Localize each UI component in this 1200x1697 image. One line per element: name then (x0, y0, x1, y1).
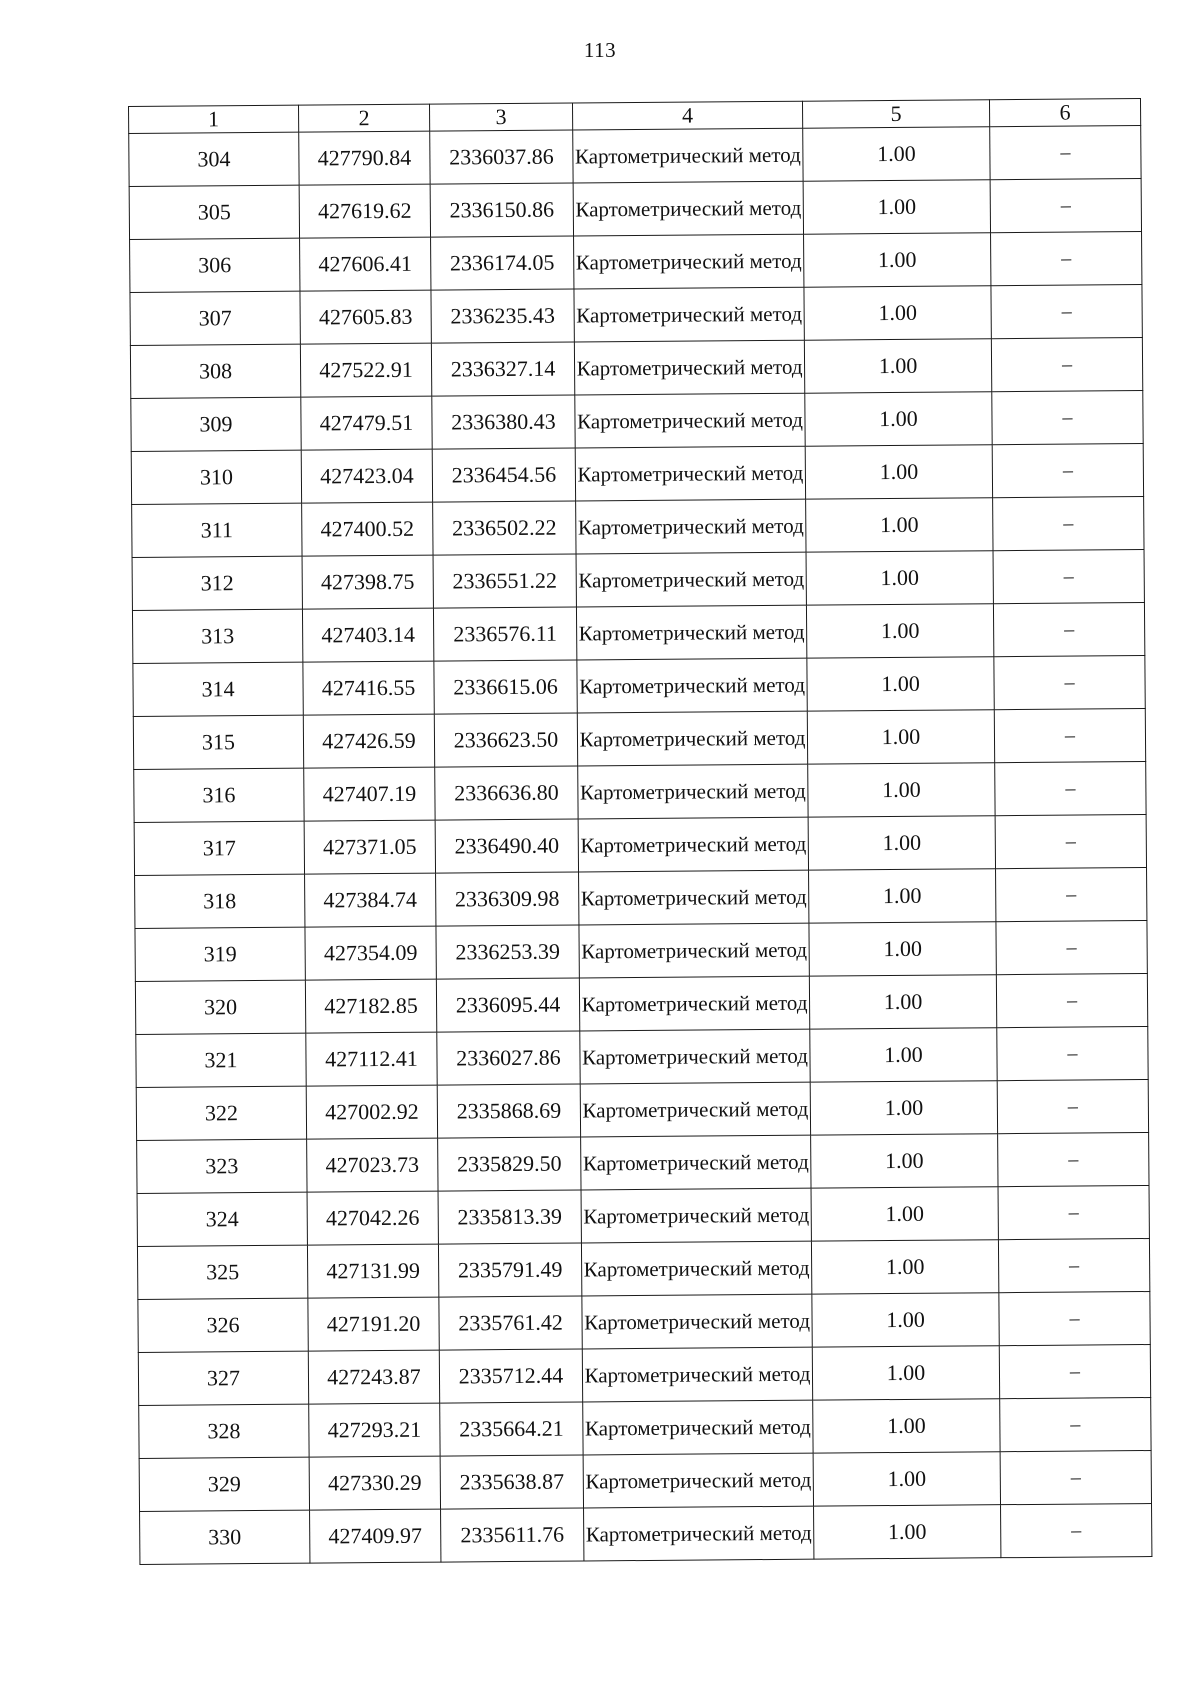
note-cell: – (998, 1133, 1149, 1187)
method-cell: Картометрический метод (578, 817, 808, 872)
method-cell: Картометрический метод (576, 499, 806, 554)
point-number-cell: 306 (130, 238, 300, 292)
table-row (132, 550, 1144, 611)
note-cell: – (991, 232, 1142, 286)
y-coordinate-cell: 2336576.11 (433, 607, 576, 661)
method-cell: Картометрический метод (584, 1506, 814, 1561)
point-number-cell: 330 (140, 1510, 310, 1564)
accuracy-cell: 1.00 (808, 816, 995, 870)
accuracy-cell: 1.00 (806, 498, 993, 552)
note-cell: – (994, 709, 1145, 763)
point-number-cell: 322 (136, 1086, 306, 1140)
method-cell: Картометрический метод (575, 446, 805, 501)
note-cell: – (999, 1345, 1150, 1399)
y-coordinate-cell: 2335791.49 (438, 1243, 581, 1297)
y-coordinate-cell: 2336309.98 (436, 872, 579, 926)
point-number-cell: 318 (135, 874, 305, 928)
method-cell: Картометрический метод (583, 1453, 813, 1508)
accuracy-cell: 1.00 (810, 1028, 997, 1082)
method-cell: Картометрический метод (576, 605, 806, 660)
table-row (137, 1133, 1149, 1194)
x-coordinate-cell: 427409.97 (310, 1509, 441, 1563)
table-row (138, 1345, 1150, 1406)
table-row (134, 815, 1146, 876)
accuracy-cell: 1.00 (804, 286, 991, 340)
x-coordinate-cell: 427002.92 (306, 1085, 437, 1139)
table-row (132, 497, 1144, 558)
column-header-6: 6 (989, 99, 1140, 127)
x-coordinate-cell: 427243.87 (308, 1350, 439, 1404)
point-number-cell: 315 (133, 715, 303, 769)
note-cell: – (1000, 1398, 1151, 1452)
x-coordinate-cell: 427354.09 (305, 926, 436, 980)
method-cell: Картометрический метод (574, 234, 804, 289)
point-number-cell: 310 (131, 450, 301, 504)
method-cell: Картометрический метод (581, 1135, 811, 1190)
x-coordinate-cell: 427023.73 (307, 1138, 438, 1192)
table-row (134, 762, 1146, 823)
table-row (130, 232, 1142, 293)
table-body (129, 126, 1152, 1565)
y-coordinate-cell: 2336027.86 (437, 1031, 580, 1085)
table-row (131, 391, 1143, 452)
accuracy-cell: 1.00 (812, 1293, 999, 1347)
x-coordinate-cell: 427398.75 (302, 555, 433, 609)
method-cell: Картометрический метод (581, 1241, 811, 1296)
accuracy-cell: 1.00 (812, 1346, 999, 1400)
y-coordinate-cell: 2336454.56 (432, 448, 575, 502)
method-cell: Картометрический метод (580, 1029, 810, 1084)
method-cell: Картометрический метод (581, 1188, 811, 1243)
table-row (136, 1027, 1148, 1088)
point-number-cell: 308 (130, 344, 300, 398)
method-cell: Картометрический метод (582, 1347, 812, 1402)
accuracy-cell: 1.00 (809, 869, 996, 923)
method-cell: Картометрический метод (575, 393, 805, 448)
x-coordinate-cell: 427112.41 (306, 1032, 437, 1086)
y-coordinate-cell: 2335638.87 (440, 1455, 583, 1509)
point-number-cell: 305 (129, 185, 299, 239)
column-header-5: 5 (802, 100, 989, 128)
x-coordinate-cell: 427293.21 (309, 1403, 440, 1457)
note-cell: – (993, 550, 1144, 604)
point-number-cell: 324 (137, 1192, 307, 1246)
y-coordinate-cell: 2336490.40 (435, 819, 578, 873)
accuracy-cell: 1.00 (806, 604, 993, 658)
table-row (130, 285, 1142, 346)
point-number-cell: 326 (138, 1298, 308, 1352)
x-coordinate-cell: 427403.14 (302, 608, 433, 662)
accuracy-cell: 1.00 (807, 657, 994, 711)
method-cell: Картометрический метод (582, 1294, 812, 1349)
method-cell: Картометрический метод (573, 181, 803, 236)
point-number-cell: 311 (132, 503, 302, 557)
point-number-cell: 320 (135, 980, 305, 1034)
note-cell: – (996, 974, 1147, 1028)
note-cell: – (992, 391, 1143, 445)
x-coordinate-cell: 427371.05 (304, 820, 435, 874)
point-number-cell: 312 (132, 556, 302, 610)
note-cell: – (997, 1080, 1148, 1134)
note-cell: – (993, 603, 1144, 657)
coordinates-table (128, 98, 1152, 1565)
note-cell: – (992, 444, 1143, 498)
y-coordinate-cell: 2335868.69 (437, 1084, 580, 1138)
point-number-cell: 314 (133, 662, 303, 716)
x-coordinate-cell: 427479.51 (301, 396, 432, 450)
note-cell: – (997, 1027, 1148, 1081)
note-cell: – (1000, 1451, 1151, 1505)
accuracy-cell: 1.00 (813, 1452, 1000, 1506)
method-cell: Картометрический метод (580, 1082, 810, 1137)
method-cell: Картометрический метод (574, 340, 804, 395)
accuracy-cell: 1.00 (806, 551, 993, 605)
column-header-4: 4 (572, 101, 802, 130)
table-row (139, 1451, 1151, 1512)
note-cell: – (994, 656, 1145, 710)
accuracy-cell: 1.00 (809, 922, 996, 976)
accuracy-cell: 1.00 (805, 392, 992, 446)
x-coordinate-cell: 427790.84 (299, 131, 430, 185)
table-row (133, 709, 1145, 770)
accuracy-cell: 1.00 (810, 1081, 997, 1135)
y-coordinate-cell: 2335813.39 (438, 1190, 581, 1244)
y-coordinate-cell: 2335712.44 (439, 1349, 582, 1403)
x-coordinate-cell: 427416.55 (303, 661, 434, 715)
method-cell: Картометрический метод (579, 870, 809, 925)
table-row (135, 974, 1147, 1035)
method-cell: Картометрический метод (573, 128, 803, 183)
x-coordinate-cell: 427619.62 (299, 184, 430, 238)
y-coordinate-cell: 2336380.43 (432, 395, 575, 449)
note-cell: – (998, 1186, 1149, 1240)
accuracy-cell: 1.00 (803, 127, 990, 181)
point-number-cell: 329 (139, 1457, 309, 1511)
accuracy-cell: 1.00 (804, 233, 991, 287)
x-coordinate-cell: 427606.41 (300, 237, 431, 291)
y-coordinate-cell: 2336502.22 (433, 501, 576, 555)
y-coordinate-cell: 2335664.21 (440, 1402, 583, 1456)
accuracy-cell: 1.00 (804, 339, 991, 393)
point-number-cell: 304 (129, 132, 299, 186)
accuracy-cell: 1.00 (814, 1505, 1001, 1559)
x-coordinate-cell: 427042.26 (307, 1191, 438, 1245)
accuracy-cell: 1.00 (807, 710, 994, 764)
accuracy-cell: 1.00 (811, 1187, 998, 1241)
method-cell: Картометрический метод (574, 287, 804, 342)
note-cell: – (991, 338, 1142, 392)
note-cell: – (995, 815, 1146, 869)
column-header-1: 1 (129, 105, 299, 133)
point-number-cell: 307 (130, 291, 300, 345)
table-row (135, 921, 1147, 982)
note-cell: – (998, 1239, 1149, 1293)
column-header-2: 2 (298, 104, 429, 132)
table-row (137, 1186, 1149, 1247)
y-coordinate-cell: 2336623.50 (434, 713, 577, 767)
x-coordinate-cell: 427400.52 (302, 502, 433, 556)
point-number-cell: 328 (139, 1404, 309, 1458)
method-cell: Картометрический метод (579, 976, 809, 1031)
method-cell: Картометрический метод (576, 552, 806, 607)
page-number: 113 (583, 38, 617, 62)
table-row (135, 868, 1147, 929)
accuracy-cell: 1.00 (808, 763, 995, 817)
point-number-cell: 323 (137, 1139, 307, 1193)
accuracy-cell: 1.00 (811, 1134, 998, 1188)
note-cell: – (1001, 1504, 1152, 1558)
y-coordinate-cell: 2336327.14 (431, 342, 574, 396)
table-row (129, 179, 1141, 240)
method-cell: Картометрический метод (577, 711, 807, 766)
note-cell: – (990, 126, 1141, 180)
x-coordinate-cell: 427384.74 (305, 873, 436, 927)
point-number-cell: 316 (134, 768, 304, 822)
y-coordinate-cell: 2335829.50 (438, 1137, 581, 1191)
table-row (130, 338, 1142, 399)
y-coordinate-cell: 2336150.86 (430, 183, 573, 237)
x-coordinate-cell: 427191.20 (308, 1297, 439, 1351)
table-row (140, 1504, 1152, 1565)
note-cell: – (996, 921, 1147, 975)
point-number-cell: 313 (132, 609, 302, 663)
point-number-cell: 317 (134, 821, 304, 875)
table-row (136, 1080, 1148, 1141)
method-cell: Картометрический метод (583, 1400, 813, 1455)
method-cell: Картометрический метод (577, 658, 807, 713)
accuracy-cell: 1.00 (813, 1399, 1000, 1453)
table-row (137, 1239, 1149, 1300)
x-coordinate-cell: 427131.99 (307, 1244, 438, 1298)
point-number-cell: 309 (131, 397, 301, 451)
x-coordinate-cell: 427330.29 (309, 1456, 440, 1510)
accuracy-cell: 1.00 (803, 180, 990, 234)
x-coordinate-cell: 427522.91 (300, 343, 431, 397)
note-cell: – (990, 179, 1141, 233)
accuracy-cell: 1.00 (811, 1240, 998, 1294)
y-coordinate-cell: 2336174.05 (431, 236, 574, 290)
point-number-cell: 321 (136, 1033, 306, 1087)
note-cell: – (995, 762, 1146, 816)
table-row (132, 603, 1144, 664)
y-coordinate-cell: 2336037.86 (430, 130, 573, 184)
accuracy-cell: 1.00 (805, 445, 992, 499)
note-cell: – (993, 497, 1144, 551)
accuracy-cell: 1.00 (809, 975, 996, 1029)
x-coordinate-cell: 427182.85 (305, 979, 436, 1033)
table-row (138, 1292, 1150, 1353)
table-row (133, 656, 1145, 717)
column-header-3: 3 (429, 103, 572, 131)
table-row (131, 444, 1143, 505)
point-number-cell: 319 (135, 927, 305, 981)
table-row (139, 1398, 1151, 1459)
y-coordinate-cell: 2336095.44 (436, 978, 579, 1032)
y-coordinate-cell: 2336551.22 (433, 554, 576, 608)
point-number-cell: 325 (137, 1245, 307, 1299)
y-coordinate-cell: 2336253.39 (436, 925, 579, 979)
method-cell: Картометрический метод (579, 923, 809, 978)
note-cell: – (999, 1292, 1150, 1346)
y-coordinate-cell: 2336615.06 (434, 660, 577, 714)
note-cell: – (996, 868, 1147, 922)
y-coordinate-cell: 2335761.42 (439, 1296, 582, 1350)
method-cell: Картометрический метод (578, 764, 808, 819)
point-number-cell: 327 (138, 1351, 308, 1405)
table-row (129, 126, 1141, 187)
y-coordinate-cell: 2336636.80 (435, 766, 578, 820)
x-coordinate-cell: 427423.04 (301, 449, 432, 503)
x-coordinate-cell: 427605.83 (300, 290, 431, 344)
x-coordinate-cell: 427407.19 (304, 767, 435, 821)
y-coordinate-cell: 2336235.43 (431, 289, 574, 343)
x-coordinate-cell: 427426.59 (303, 714, 434, 768)
y-coordinate-cell: 2335611.76 (441, 1508, 584, 1562)
note-cell: – (991, 285, 1142, 339)
